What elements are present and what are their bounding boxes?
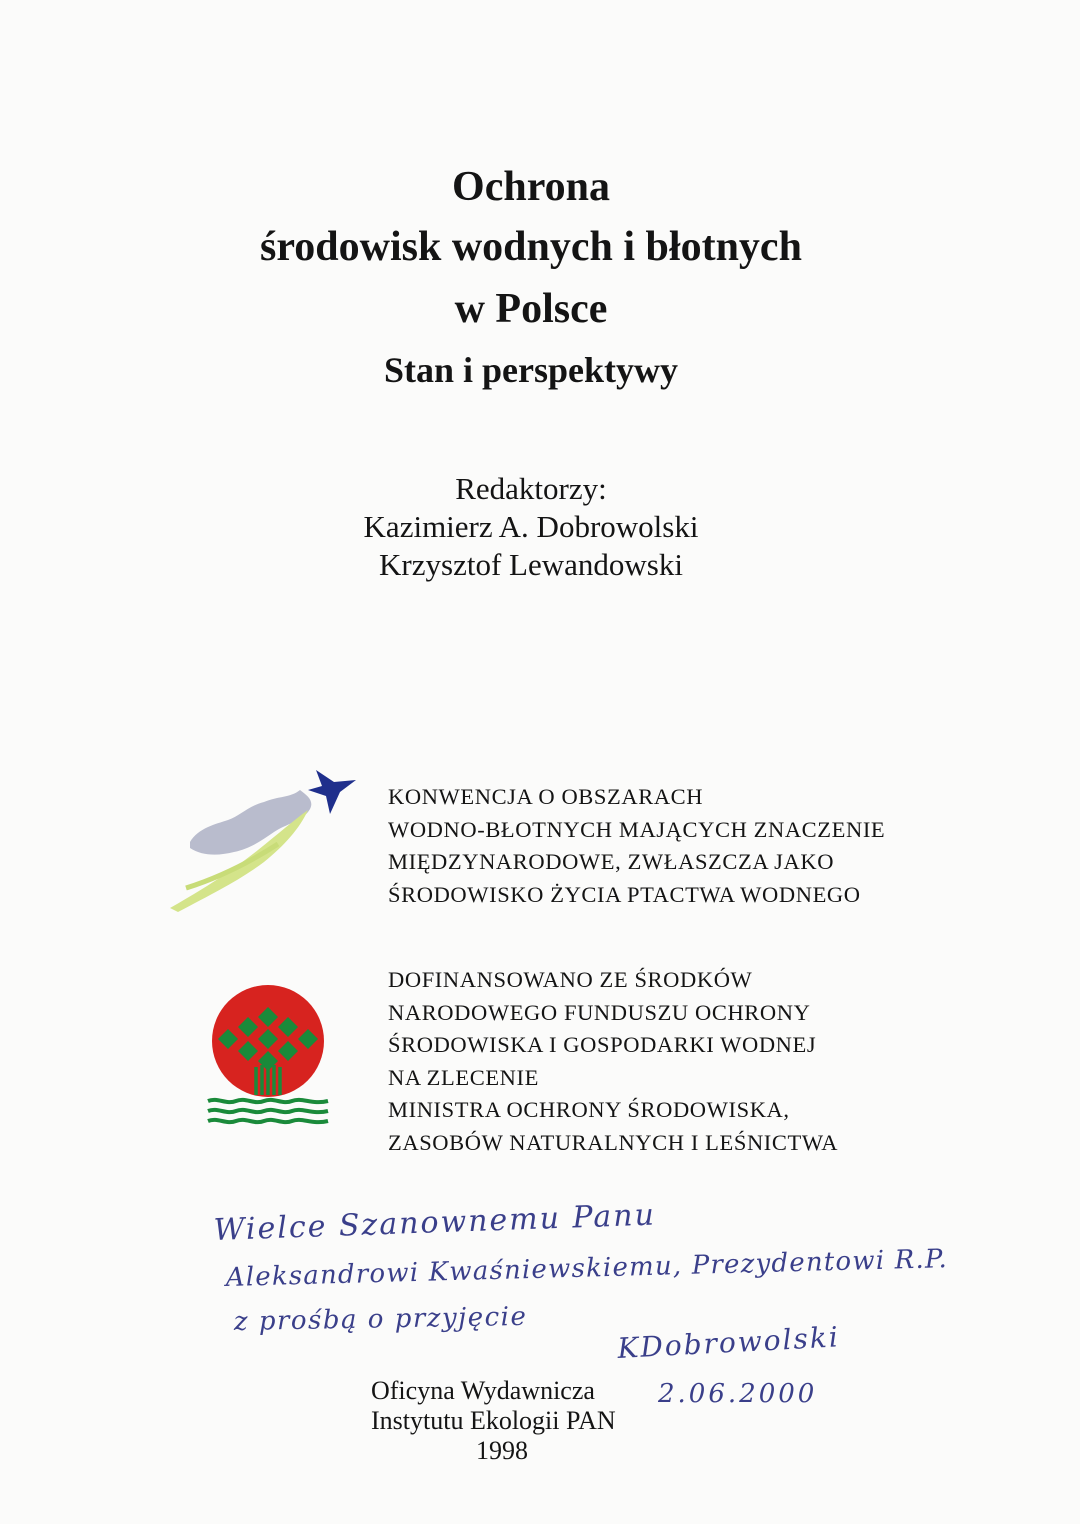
publisher-block bbox=[371, 1376, 616, 1466]
handwritten-dedication bbox=[200, 1190, 1080, 1410]
ramsar-line: KONWENCJA O OBSZARACH bbox=[388, 784, 704, 809]
water-lines bbox=[208, 1100, 328, 1122]
publisher-line-2: Instytutu Ekologii PAN bbox=[371, 1406, 616, 1435]
funding-line: NA ZLECENIE bbox=[388, 1064, 539, 1090]
editors-label: Redaktorzy: bbox=[455, 471, 607, 506]
title-line-1: Ochrona bbox=[452, 164, 610, 210]
publication-year: 1998 bbox=[476, 1436, 528, 1465]
funding-line: NARODOWEGO FUNDUSZU OCHRONY bbox=[388, 999, 811, 1025]
ramsar-line: MIĘDZYNARODOWE, ZWŁASZCZA JAKO bbox=[388, 849, 835, 874]
ramsar-convention-text bbox=[388, 781, 885, 911]
editors-block bbox=[0, 470, 1062, 584]
dedication-line: Aleksandrowi Kwaśniewskiemu, Prezydentowi R.P. bbox=[225, 1244, 949, 1293]
funding-line: ŚRODOWISKA I GOSPODARKI WODNEJ bbox=[388, 1032, 817, 1057]
ramsar-line: WODNO-BŁOTNYCH MAJĄCYCH ZNACZENIE bbox=[388, 816, 886, 842]
funding-line: DOFINANSOWANO ZE ŚRODKÓW bbox=[388, 967, 753, 992]
title-line-2: środowisk wodnych i błotnych bbox=[260, 224, 802, 270]
editor-name: Kazimierz A. Dobrowolski bbox=[363, 509, 699, 544]
publisher-line-1: Oficyna Wydawnicza bbox=[371, 1376, 595, 1405]
bird-wetland-logo-icon bbox=[168, 762, 368, 922]
dedication-line: Wielce Szanownemu Panu bbox=[213, 1197, 657, 1248]
book-title bbox=[0, 158, 1062, 400]
book-subtitle: Stan i perspektywy bbox=[383, 350, 679, 390]
funding-line: ZASOBÓW NATURALNYCH I LEŚNICTWA bbox=[388, 1129, 839, 1155]
handwritten-date: 2.06.2000 bbox=[658, 1379, 818, 1409]
blue-bird-shape bbox=[308, 770, 356, 814]
title-line-3: w Polsce bbox=[454, 286, 608, 332]
editor-name: Krzysztof Lewandowski bbox=[379, 547, 683, 582]
signature: KDobrowolski bbox=[616, 1320, 841, 1365]
red-sun-tree-logo-icon bbox=[204, 985, 332, 1130]
dedication-line: z prośbą o przyjęcie bbox=[233, 1301, 528, 1337]
funding-line: MINISTRA OCHRONY ŚRODOWISKA, bbox=[388, 1097, 790, 1122]
funding-text bbox=[388, 964, 838, 1159]
ramsar-line: ŚRODOWISKO ŻYCIA PTACTWA WODNEGO bbox=[388, 881, 861, 907]
